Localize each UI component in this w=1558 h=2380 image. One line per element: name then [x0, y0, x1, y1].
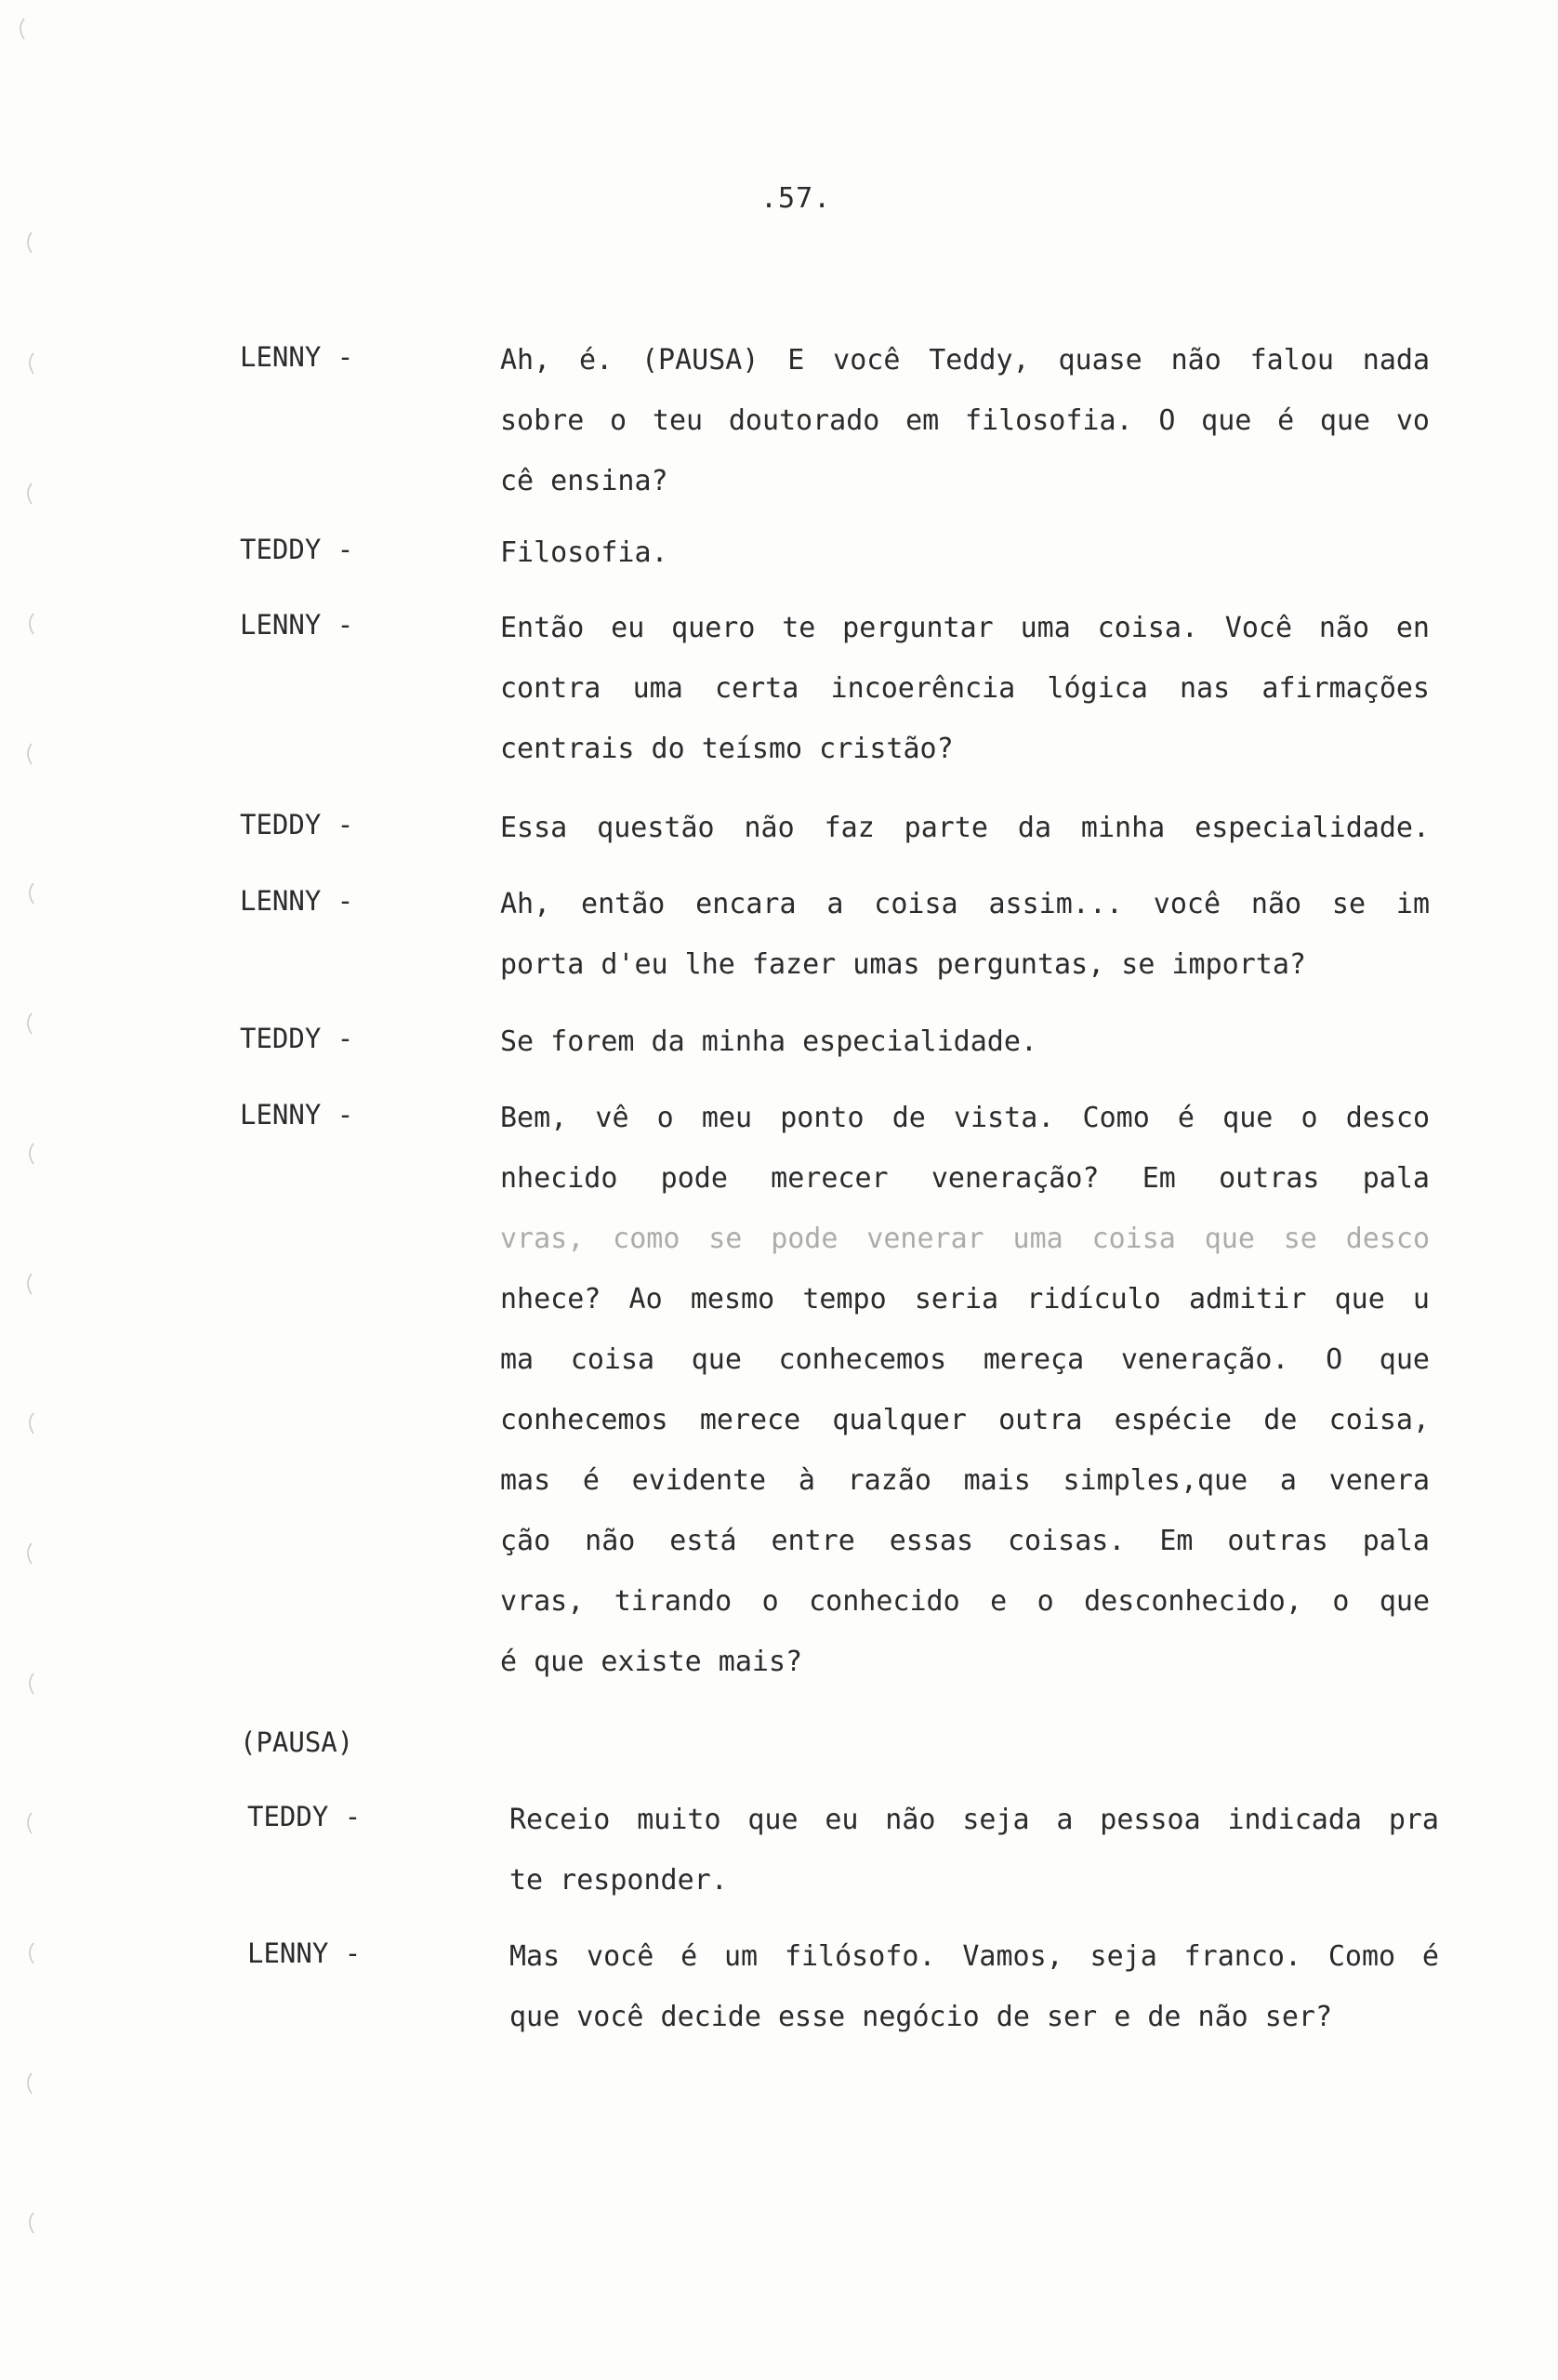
dialogue-line: Receio muito que eu não seja a pessoa indicada pra — [509, 1804, 1439, 1836]
dialogue-line: centrais do teísmo cristão? — [500, 733, 954, 765]
dialogue-line: conhecemos merece qualquer outra espécie de coisa, — [500, 1404, 1430, 1436]
dialogue-line: Então eu quero te perguntar uma coisa. Você não en — [500, 612, 1430, 644]
speaker-name: TEDDY - — [240, 534, 354, 565]
dialogue-line: ma coisa que conhecemos mereça veneração. O que — [500, 1343, 1430, 1376]
dialogue-text — [500, 874, 1430, 995]
dialogue-text — [509, 1790, 1439, 1911]
dialogue-line: Filosofia. — [500, 536, 668, 569]
dialogue-line: que você decide esse negócio de ser e de não ser? — [509, 2001, 1333, 2033]
dialogue-line: vras, como se pode venerar uma coisa que se desco — [500, 1223, 1430, 1255]
dialogue-line: Mas você é um filósofo. Vamos, seja franco. Como é — [509, 1940, 1439, 1973]
dialogue-text — [500, 1012, 1430, 1072]
page-number: .57. — [760, 182, 832, 215]
dialogue-text — [500, 330, 1430, 511]
dialogue-line: vras, tirando o conhecido e o desconhecido, o que — [500, 1585, 1430, 1618]
dialogue-line: nhecido pode merecer veneração? Em outras pala — [500, 1162, 1430, 1195]
speaker-name: LENNY - — [240, 341, 354, 373]
dialogue-line: Ah, é. (PAUSA) E você Teddy, quase não falou nada — [500, 344, 1430, 377]
dialogue-line: te responder. — [509, 1864, 728, 1897]
dialogue-line: é que existe mais? — [500, 1646, 803, 1678]
speaker-name: LENNY - — [247, 1937, 362, 1969]
dialogue-line: porta d'eu lhe fazer umas perguntas, se importa? — [500, 948, 1306, 981]
dialogue-text — [500, 598, 1430, 779]
dialogue-line: Essa questão não faz parte da minha especialidade. — [500, 812, 1430, 844]
dialogue-text — [500, 1088, 1430, 1692]
dialogue-line: cê ensina? — [500, 465, 668, 497]
dialogue-line: sobre o teu doutorado em filosofia. O que é que vo — [500, 404, 1430, 437]
dialogue-line: ção não está entre essas coisas. Em outras pala — [500, 1525, 1430, 1557]
dialogue-line: nhece? Ao mesmo tempo seria ridículo admitir que u — [500, 1283, 1430, 1316]
dialogue-line: contra uma certa incoerência lógica nas afirmações — [500, 672, 1430, 705]
dialogue-line: Se forem da minha especialidade. — [500, 1025, 1037, 1058]
speaker-name: TEDDY - — [247, 1801, 362, 1832]
dialogue-line: mas é evidente à razão mais simples,que a venera — [500, 1464, 1430, 1497]
dialogue-text — [509, 1926, 1439, 2047]
stage-direction-text: (PAUSA) — [240, 1726, 354, 1758]
binding-edge-marks — [13, 0, 50, 2380]
speaker-name: LENNY - — [240, 609, 354, 641]
dialogue-text — [500, 798, 1430, 858]
dialogue-text — [500, 522, 1430, 583]
speaker-name: LENNY - — [240, 1099, 354, 1130]
dialogue-line: Ah, então encara a coisa assim... você não se im — [500, 888, 1430, 920]
speaker-name: TEDDY - — [240, 809, 354, 840]
speaker-name: LENNY - — [240, 885, 354, 917]
speaker-name: TEDDY - — [240, 1023, 354, 1054]
dialogue-line: Bem, vê o meu ponto de vista. Como é que o desco — [500, 1102, 1430, 1134]
